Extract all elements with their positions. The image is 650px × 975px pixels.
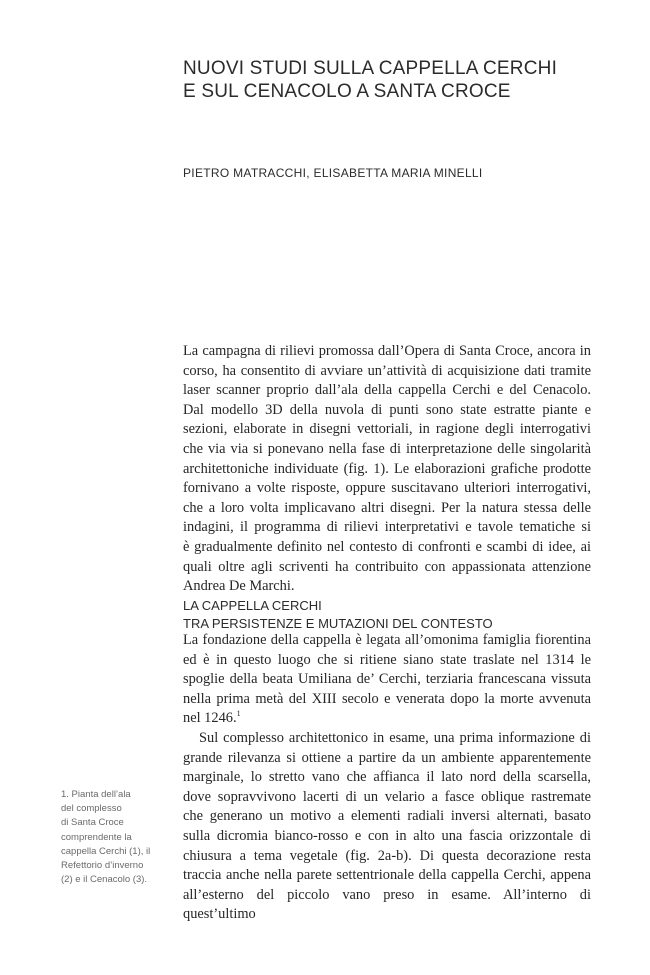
body-line: marginale, lo stretto vano che affianca il lato nord della scarsella, (183, 769, 591, 786)
body-line: spoglie della beata Umiliana de’ Cerchi, terziaria francescana vissuta (183, 671, 591, 688)
intro-line: corso, ha consentito di avviare un’attività di acquisizione dati tramite (183, 362, 591, 379)
authors: PIETRO MATRACCHI, ELISABETTA MARIA MINELLI (183, 166, 483, 180)
caption-line: di Santa Croce (61, 817, 124, 829)
caption-line: 1. Pianta dell’ala (61, 789, 131, 800)
intro-line: Andrea De Marchi. (183, 578, 295, 595)
body-line: traccia anche nella parete settentrionale della cappella Cerchi, appena (183, 867, 591, 884)
section-heading-line-1: LA CAPPELLA CERCHI (183, 598, 322, 613)
body-line: ed è in questo luogo che si ritiene siano state traslate nel 1314 le (183, 651, 591, 668)
intro-line: che via via si ponevano nella fase di interpretazione delle singolarità (183, 440, 591, 457)
roman-numeral: XIII (311, 690, 337, 707)
title-line-1: NUOVI STUDI SULLA CAPPELLA CERCHI (183, 58, 558, 79)
body-line: dove sopravvivono lacerti di un velario a fasce oblique rastremate (183, 788, 591, 805)
intro-line: La campagna di rilievi promossa dall’Opera di Santa Croce, ancora in (183, 343, 591, 359)
body-line: all’esterno del piccolo vano preso in esame. All’interno di quest’ultimo (183, 886, 591, 923)
body-line: chiusura a tema vegetale (fig. 2a-b). Di questa decorazione resta (183, 847, 591, 864)
footnote-marker[interactable]: 1 (236, 708, 241, 718)
body-line-part: secolo e venerata dopo la morte avvenuta (336, 690, 591, 707)
body-line: La fondazione della cappella è legata all’omonima famiglia fiorentina (183, 632, 591, 648)
section-body (183, 631, 591, 925)
intro-line: che a loro volta implicavano altri disegni. Per la natura stessa delle (183, 499, 591, 516)
body-line (183, 709, 591, 729)
intro-line: sezioni, elaborate in disegni vettoriali, in ragione degli interrogativi (183, 421, 591, 438)
body-line-part: nella prima metà del (183, 690, 312, 707)
intro-line: indagini, il programma di rilievi interpretativi e tavole tematiche si (183, 519, 591, 536)
body-line: grande rilevanza si ottiene a partire da un ambiente apparentemente (183, 749, 591, 766)
section-heading-line-2: TRA PERSISTENZE E MUTAZIONI DEL CONTESTO (183, 616, 493, 631)
intro-line: quali oltre agli scriventi ha contribuito con appassionata attenzione (183, 558, 591, 575)
caption-line: del complesso (61, 803, 122, 815)
caption-line: cappella Cerchi (1), il (61, 845, 151, 857)
title-line-2: E SUL CENACOLO A SANTA CROCE (183, 81, 511, 102)
figure-caption (61, 788, 171, 887)
body-line (183, 690, 591, 710)
body-line-part: nel 1246. (183, 710, 237, 727)
intro-line: Dal modello 3D della nuvola di punti sono state estratte piante e (183, 401, 591, 418)
intro-line: è gradualmente definito nel contesto di confronti e scambi di idee, ai (183, 538, 591, 555)
body-line: che generano un motivo a elementi radiali inversi alternati, basato (183, 808, 591, 825)
article-title (183, 57, 557, 103)
body-line: sulla dicromia bianco-rosso e con in alto una fascia orizzontale di (183, 827, 591, 844)
intro-paragraph (183, 342, 591, 597)
caption-line: (2) e il Cenacolo (3). (61, 874, 148, 886)
section-heading (183, 597, 493, 633)
intro-line: fornivano a volte risposte, oppure suscitavano ulteriori interrogativi, (183, 480, 591, 497)
intro-line: architettoniche individuate (fig. 1). Le elaborazioni grafiche prodotte (183, 460, 591, 477)
caption-line: Refettorio d’inverno (61, 860, 144, 872)
intro-line: laser scanner proprio dall’ala della cappella Cerchi e del Cenacolo. (183, 382, 591, 399)
caption-line: comprendente la (61, 831, 132, 843)
body-line: Sul complesso architettonico in esame, una prima informazione di (199, 729, 591, 746)
